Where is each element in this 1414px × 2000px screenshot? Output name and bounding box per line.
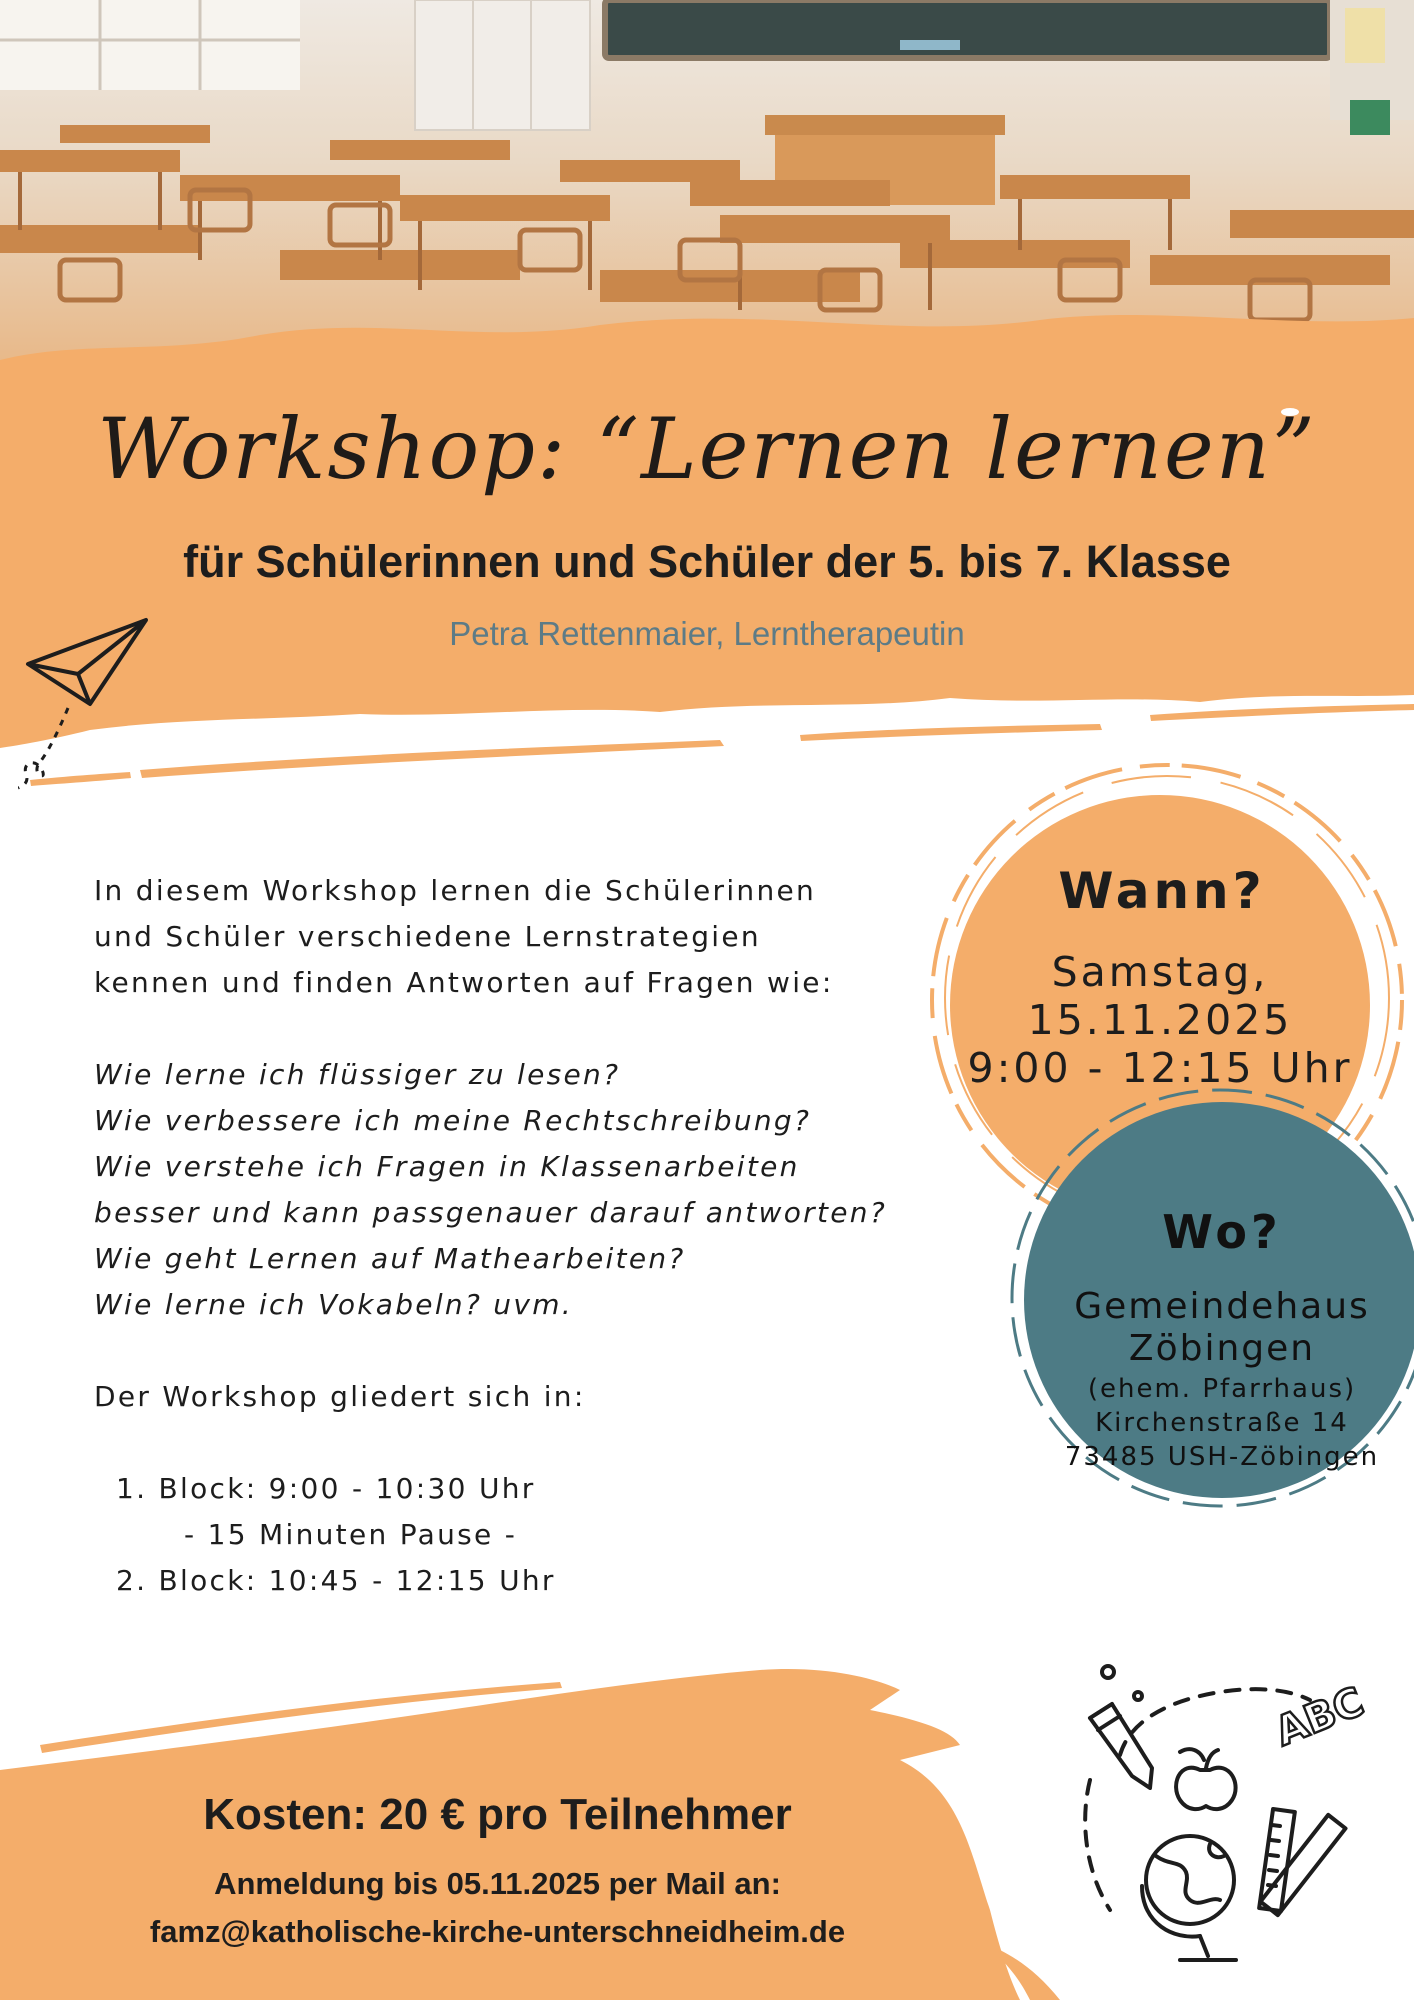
school-doodles — [1060, 1660, 1390, 1990]
where-heading: Wo? — [1162, 1205, 1282, 1259]
apple-icon — [1176, 1749, 1236, 1809]
structure-heading: Der Workshop gliedert sich in: — [94, 1380, 586, 1413]
when-heading: Wann? — [1058, 862, 1266, 920]
question-item: Wie verbessere ich meine Rechtschreibung? — [94, 1104, 812, 1137]
intro-line: kennen und finden Antworten auf Fragen wie: — [94, 966, 834, 999]
registration-deadline: Anmeldung bis 05.11.2025 per Mail an: — [214, 1866, 781, 1901]
schedule-block-1: 1. Block: 9:00 - 10:30 Uhr — [116, 1472, 536, 1505]
when-date: 15.11.2025 — [1027, 996, 1293, 1044]
ruler-icon — [1259, 1809, 1345, 1915]
schedule-pause: - 15 Minuten Pause - — [184, 1518, 518, 1551]
registration-email: famz@katholische-kirche-unterschneidheim.de — [149, 1914, 846, 1949]
workshop-title: Workshop: “Lernen lernen” — [97, 400, 1317, 498]
question-item: Wie lerne ich flüssiger zu lesen? — [94, 1058, 621, 1091]
where-note: (ehem. Pfarrhaus) — [1087, 1374, 1357, 1404]
cost-info: Kosten: 20 € pro Teilnehmer — [203, 1790, 792, 1839]
schedule-block-2: 2. Block: 10:45 - 12:15 Uhr — [116, 1564, 556, 1597]
schedule-list — [94, 1466, 994, 1604]
question-item: Wie geht Lernen auf Mathearbeiten? — [94, 1242, 686, 1275]
question-item: besser und kann passgenauer darauf antworten? — [94, 1196, 887, 1229]
globe-icon — [1142, 1836, 1236, 1960]
intro-line: In diesem Workshop lernen die Schülerinnen — [94, 874, 817, 907]
workshop-description — [94, 868, 994, 1604]
speaker-name: Petra Rettenmaier, Lerntherapeutin — [449, 615, 965, 652]
abc-label: ABC — [1268, 1678, 1371, 1756]
target-audience-subtitle: für Schülerinnen und Schüler der 5. bis 7. Klasse — [183, 536, 1231, 587]
question-item: Wie verstehe ich Fragen in Klassenarbeiten — [94, 1150, 800, 1183]
question-item: Wie lerne ich Vokabeln? uvm. — [94, 1288, 573, 1321]
where-city: 73485 USH-Zöbingen — [1064, 1442, 1380, 1472]
when-day: Samstag, — [1051, 948, 1269, 996]
paper-plane-icon — [18, 612, 158, 792]
where-venue: Zöbingen — [1128, 1328, 1316, 1369]
pencil-icon — [1090, 1704, 1152, 1788]
where-street: Kirchenstraße 14 — [1095, 1408, 1349, 1438]
when-time: 9:00 - 12:15 Uhr — [967, 1044, 1353, 1092]
where-venue: Gemeindehaus — [1074, 1286, 1370, 1327]
intro-line: und Schüler verschiedene Lernstrategien — [94, 920, 761, 953]
